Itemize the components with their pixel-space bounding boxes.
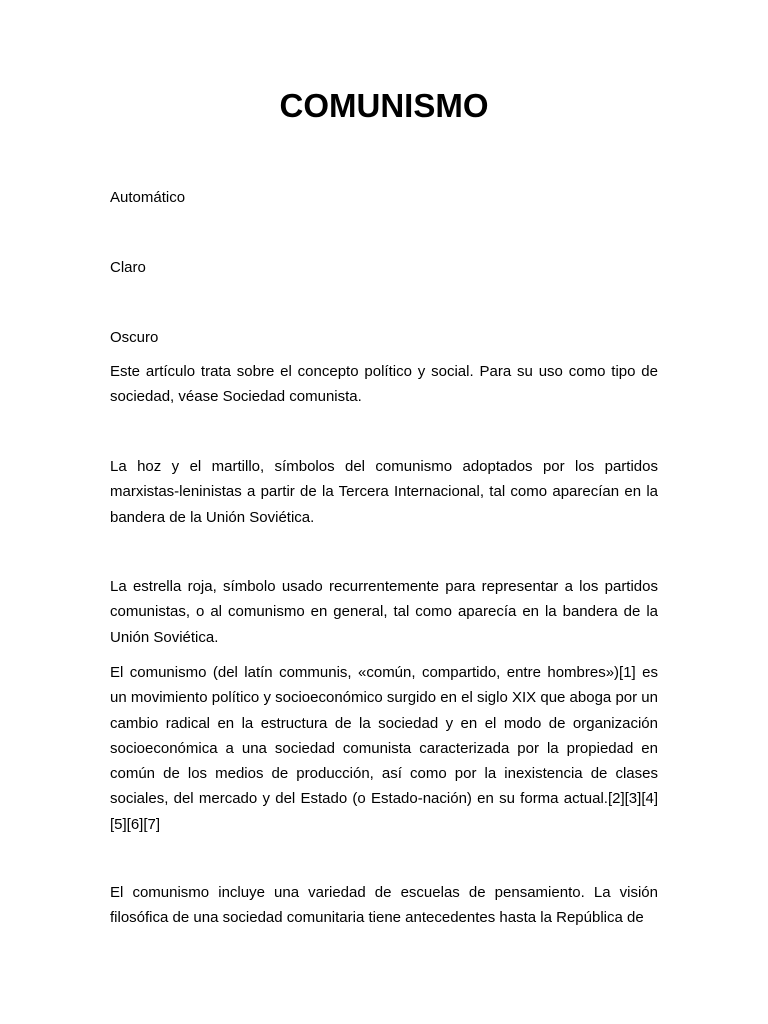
paragraph-schools-of-thought: El comunismo incluye una variedad de escuelas de pensamiento. La visión filosófica de una sociedad comunitaria tiene antecedentes hasta la República de (110, 884, 658, 927)
paragraph-hammer-sickle-caption: La hoz y el martillo, símbolos del comunismo adoptados por los partidos marxistas-leninistas a partir de la Tercera Internacional, tal como aparecían en la bandera de la Unión Soviética. (110, 458, 658, 526)
theme-option-automatic: Automático (110, 189, 186, 206)
document-title: COMUNISMO (279, 87, 489, 124)
paragraph-article-note: Este artículo trata sobre el concepto político y social. Para su uso como tipo de sociedad, véase Sociedad comunista. (110, 363, 658, 406)
theme-option-dark: Oscuro (110, 329, 159, 346)
paragraph-definition: El comunismo (del latín communis, «común, compartido, entre hombres»)[1] es un movimiento político y socioeconómico surgido en el siglo XIX que aboga por un cambio radical en la estructura de la sociedad y en el modo de organización socioeconómica a una sociedad comunista caracterizada por la propiedad en común de los medios de producción, así como por la inexistencia de clases sociales, del mercado y del Estado (o Estado-nación) en su forma actual.[2][3][4][5][6][7] (110, 664, 658, 833)
theme-option-light: Claro (110, 259, 146, 276)
paragraph-red-star-caption: La estrella roja, símbolo usado recurrentemente para representar a los partidos comunistas, o al comunismo en general, tal como aparecía en la bandera de la Unión Soviética. (110, 578, 658, 646)
